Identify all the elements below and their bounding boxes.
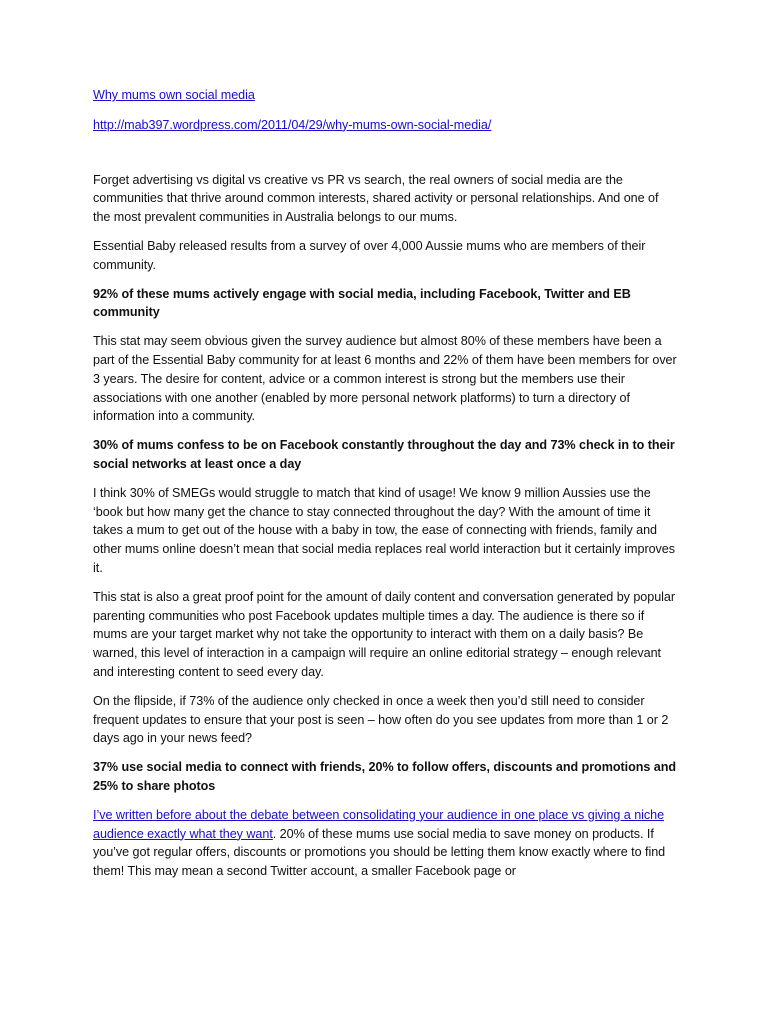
paragraph-intro: Forget advertising vs digital vs creative vs PR vs search, the real owners of social media are the communities that thrive around common interests, shared activity or personal relationships. And one of the most prevalent communities in Australia belongs to our mums. (93, 172, 659, 225)
paragraph-engagement: This stat may seem obvious given the survey audience but almost 80% of these members have been a part of the Essential Baby community for at least 6 months and 22% of them have been members for over 3 years. The desire for content, advice or a common interest is strong but the members use their associations with one another (enabled by more personal network platforms) to turn a directory of information into a community. (93, 334, 677, 424)
stat-heading-engagement: 92% of these mums actively engage with social media, including Facebook, Twitter and EB community (93, 286, 631, 320)
previous-post-link[interactable]: I’ve written before about the debate between consolidating your audience in one place vs giving a niche audience exactly what they want (93, 807, 665, 841)
paragraph-offers (93, 806, 677, 881)
paragraph-survey: Essential Baby released results from a survey of over 4,000 Aussie mums who are members of their community. (93, 238, 646, 272)
stat-heading-facebook: 30% of mums confess to be on Facebook constantly throughout the day and 73% check in to their social networks at least once a day (93, 438, 675, 471)
paragraph-smegs: I think 30% of SMEGs would struggle to match that kind of usage! We know 9 million Aussies use the ‘book but how many get the chance to stay connected throughout the day? With the amount of time it takes a mum to get out of the house with a baby in tow, the ease of connecting with friends, family and other mums online doesn’t mean that social media replaces real world interaction but it certainly improves it. (93, 485, 675, 575)
paragraph-proof-point: This stat is also a great proof point for the amount of daily content and conversation generated by popular parenting communities who post Facebook updates multiple times a day. The audience is there so if mums are your target market why not take the opportunity to interact with them on a daily basis? Be warned, this level of interaction in a campaign will require an online editorial strategy – enough relevant and interesting content to seed every day. (93, 589, 676, 679)
title-link[interactable]: Why mums own social media (93, 88, 255, 102)
source-url-link[interactable]: http://mab397.wordpress.com/2011/04/29/why-mums-own-social-media/ (93, 117, 492, 132)
paragraph-offers-text: . 20% of these mums use social media to save money on products. If you’ve got regular offers, discounts or promotions you should be letting them know exactly where to find them! This may mean a second Twitter account, a smaller Facebook page or (93, 826, 666, 879)
document-page (93, 86, 677, 891)
paragraph-flipside: On the flipside, if 73% of the audience only checked in once a week then you’d still need to consider frequent updates to ensure that your post is seen – how often do you see updates from more than 1 or 2 days ago in your news feed? (93, 693, 669, 746)
stat-heading-usage: 37% use social media to connect with friends, 20% to follow offers, discounts and promotions and 25% to share photos (93, 760, 676, 793)
